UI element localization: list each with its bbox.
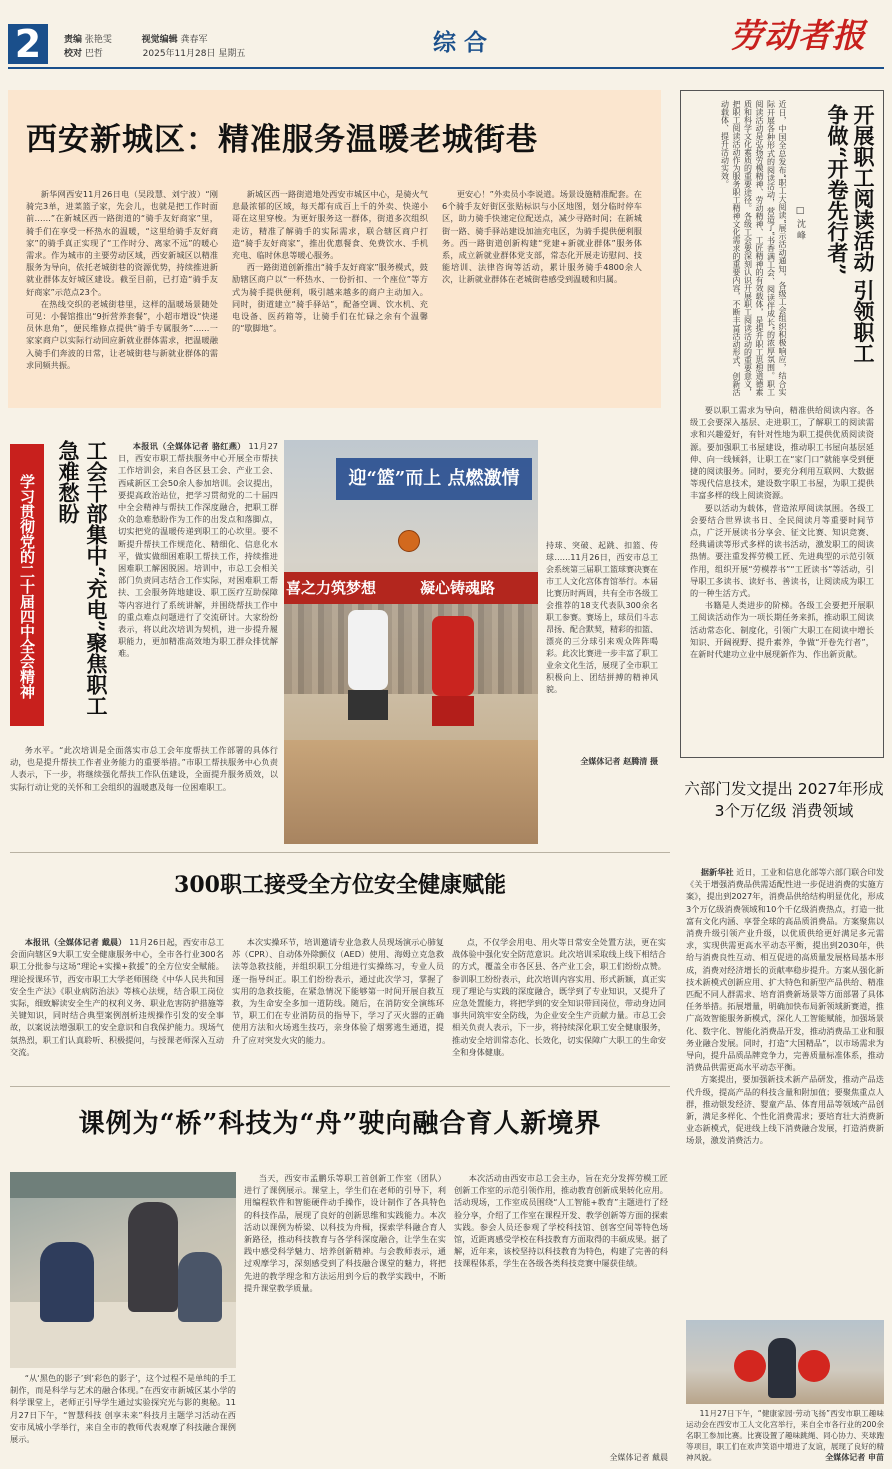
basketball-icon — [398, 530, 420, 552]
article2-col-1: 本报讯（全媒体记者 戴晨） 11月26日起，西安市总工会面向辖区9大职工安全健康服务中心，全市各行业300名职工分批参与这场“理论+实操+救援”的全方位安全赋能。理论授课环节，西安市职工大学老师围绕《中华人民共和国安全生产法》《职业病防治法》等核心法规，结合职工岗位实际，细致解读安全生产的权利义务、职业危害防护措施等关键知识，同时结合典型案例剖析违规操作引发的安全事故，以案说法增强职工的安全意识和自我保护能力。现场气氛热烈，职工们认真聆听、积极提问，与授课老师深入互动交流。 — [10, 937, 225, 1057]
right-column-intro: 近日，中国全总发布“职工大阅读”展示活动通知，各级工会组织积极响应，结合实际开展各种形式的阅读活动，营造了“书香满工会、阅读伴成长”的浓厚氛围。职工阅读活动是弘扬劳模精神、劳动精神、工匠精神的有效载体，是提升职工思想道德素质和科学文化素质的重要途径。各级工会要深刻认识开展职工阅读活动的重要意义，把职工阅读活动作为服务职工精神文化需求的重要内容，不断丰富活动形式、创新活动载体、提升活动实效。 — [720, 100, 787, 396]
player-white-jersey — [348, 610, 388, 690]
article3-col-1: 当天，西安市孟鹏乐等职工首创新工作室（团队）进行了课例展示。课堂上，学生们在老师的引导下，利用编程软件和智能硬件动手操作，设计制作了各具特色的科技作品，展现了良好的创新思维和实践能力。本次活动以课例为桥梁、以科技为舟楫，探索学科融合育人新路径，推动科技教育与各学科深度融合，让学生在实践中感受科学魅力、培养创新精神。与会教师表示，通过观摩学习，深刻感受到了科技融合课堂的魅力，将把先进的教学理念和方法运用到今后的教学实践中，不断提升课堂教学质量。 — [244, 1173, 446, 1293]
masthead — [0, 0, 892, 70]
sports-caption: 11月27日下午，“健康家园·劳动飞扬”西安市职工趣味运动会在西安市工人文化宫举行，来自全市各行业的200余名职工参加比赛。比赛设置了趣味跳绳、同心协力、夹球跑等项目，职工们在欢声笑语中增进了友谊，展现了良好的精神风貌。 — [686, 1409, 884, 1462]
lead-headline: 西安新城区：精准服务温暖老城街巷 — [26, 122, 538, 158]
page-number: 2 — [14, 22, 42, 66]
photo-crowd — [284, 604, 538, 694]
basketball-caption: 持球、突破、起跳、扣篮、传球……11月26日，西安市总工会系统第三届职工篮球赛决赛在市工人文化宫体育馆举行。本届比赛历时两周，共有全市各级工会推荐的18支代表队300余名职工参赛。赛场上，球员们斗志昂扬、配合默契，精彩的扣篮、漂亮的三分球引来观众阵阵喝彩。此次比赛进一步丰富了职工业余文化生活，展现了全市职工积极向上、团结拼搏的精神风貌。 — [546, 541, 658, 694]
photo-banner-left: 喜之力筑梦想 — [286, 579, 377, 597]
article2-col-3: 点，不仅学会用电、用火等日常安全处置方法，更在实战体验中强化安全防范意识。此次培训采取线上线下相结合的方式，覆盖全市各区县、各产业工会，职工们纷纷点赞。参训职工纷纷表示，此次培训内容实用、形式新颖，真正实现了理论与实践的深度融合，既学到了专业知识，又提升了应急处置能力，将把学到的安全知识带回岗位，带动身边同事共同筑牢安全防线，为企业安全生产贡献力量。市总工会相关负责人表示，下一步，将持续深化职工安全健康服务，推动安全培训常态化、长效化，切实保障广大职工的生命安全和身体健康。 — [452, 937, 666, 1057]
article2-col-2: 本次实操环节，培训邀请专业急救人员现场演示心肺复苏（CPR）、自动体外除颤仪（AED）使用、海姆立克急救法等急救技能，并组织职工分组进行实操练习，专业人员逐一指导纠正。职工们纷纷表示，通过此次学习，掌握了实用的急救技能，在紧急情况下能够第一时间开展自救互救，为生命安全多加一道防线。随后，在消防安全演练环节，职工们在专业消防员的指导下，学习了灭火器的正确使用方法和火场逃生技巧，亲身体验了烟雾逃生通道，提升了应对突发火灾的能力。 — [232, 937, 444, 1045]
photo-banner-right: 凝心铸魂路 — [420, 579, 496, 597]
sports-credit: 全媒体记者 申苗 — [825, 1453, 884, 1462]
classroom-caption: “从‘黑色的影子’到‘彩色的影子’，这个过程不是单纯的手工制作，而是科学与艺术的融合体现。”在西安市新城区某小学的科学课堂上，老师正引导学生通过实验探究光与影的奥秘。11月27日下午，“智慧科技 创享未来”科技月主题学习活动在西安市凤城小学举行，来自全市的教师代表观摩了科技融合课例展示。 — [10, 1373, 236, 1445]
red-balloon-left — [734, 1350, 766, 1382]
player-white-shorts — [348, 690, 388, 720]
photo-title: 迎“篮”而上 点燃激情 — [348, 468, 520, 489]
divider-article2 — [10, 852, 670, 853]
divider-article3 — [10, 1086, 670, 1087]
story1-body: 本报讯（全媒体记者 骆红燕） 11月27日，西安市职工帮扶服务中心开展全市帮扶工作培训会，来自各区县工会、产业工会、西咸新区工会50余人参加培训。会议提出，要提高政治站位，把学习贯彻党的二十届四中全会精神与帮扶工作深度融合，把职工群众的急难愁盼作为工作的出发点和落脚点，切实把党的温暖传递到职工的心坎里。要不断提升帮扶工作规范化、精细化、信息化水平，做实做细困难职工帮扶工作，持续推进困难职工解困脱困。培训中，市总工会相关部门负责同志结合工作实际，对困难职工帮扶、工会服务阵地建设、职工医疗互助保障等内容进行了系统讲解，并围绕帮扶工作中的重点难点问题进行了交流研讨。大家纷纷表示，将以此次培训为契机，进一步提升履职能力，更加精准高效地为职工群众排忧解难。 — [118, 441, 278, 659]
right-article2-headline: 六部门发文提出 2027年形成3个万亿级 消费领域 — [684, 780, 884, 820]
editor-line: 责编 张艳雯 视觉编辑 龚春军 — [64, 35, 208, 45]
article3-col-2: 本次活动由西安市总工会主办，旨在充分发挥劳模工匠创新工作室的示范引领作用，推动教育创新成果转化应用。活动现场，工作室成员围绕“人工智能+教育”主题进行了经验分享，介绍了工作室在课程开发、教学创新等方面的探索实践。参会人员还参观了学校科技馆、创客空间等特色场馆，近距离感受学校在科技教育方面取得的丰硕成果。据了解，近年来，该校坚持以科技教育为特色，构建了完善的科技课程体系，学生在各级各类科技竞赛中屡获佳绩。 — [454, 1173, 668, 1269]
sports-photo — [686, 1320, 884, 1404]
right-article2-body: 据新华社 近日，工业和信息化部等六部门联合印发《关于增强消费品供需适配性进一步促进消费的实施方案》，提出到2027年，消费品供给结构明显优化，形成3个万亿级消费领域和10个千亿级消费热点，打造一批富有文化内涵、享誉全球的高品质消费品。方案聚焦以消费升级引领产业升级，以优质供给更好满足多元需求，实现供需更高水平动态平衡，提出到2030年，供给与消费良性互动、相互促进的高质量发展格局基本形成，消费对经济增长的贡献率稳步提升。方案从强化新技术新模式创新应用、扩大特色和新型产品供给、精准匹配不同人群需求、培育消费新场景等方面部署了具体任务举措。拓展增量，明确加快布局新领域新赛道，推广高效智能服务新模式，深化人工智能赋能，加强场景化、数字化、智能化消费品开发，推动消费品工业和服务业融合发展。同时，打造“大国精品”，以市场需求为导向，提升品质品牌竞争力，完善质量标准体系，推动消费品供需更高水平动态平衡。 方案提出，要加强新技术新产品研发，推动产品迭代升级，提高产品的科技含量和附加值；要聚焦重点人群，推动银发经济、婴童产品、体育用品等领域产品创新，满足多样化、个性化消费需求；要培育壮大消费新业态新模式，促进线上线下消费融合发展，打造消费新场景，激发消费活力。 — [686, 867, 884, 1146]
section-title: 综 合 — [432, 29, 487, 56]
newspaper-logo: 劳动者报 — [730, 16, 866, 55]
student-figure — [40, 1242, 94, 1322]
masthead-rule — [8, 67, 884, 69]
basketball-credit: 全媒体记者 赵腾清 摄 — [580, 757, 658, 766]
story1-body-cont: 务水平。“此次培训是全面落实市总工会年度帮扶工作部署的具体行动，也是提升帮扶工作者业务能力的重要举措。”市职工帮扶服务中心负责人表示，下一步，将继续强化帮扶工作队伍建设，全面提升服务质效，以实际行动让党的关怀和工会组织的温暖惠及每一位困难职工。 — [10, 745, 278, 792]
proof-line: 校对 巴哲 2025年11月28日 星期五 — [64, 49, 246, 59]
right-column-author: □ 沈 峰 — [795, 206, 805, 240]
teacher-figure — [128, 1202, 178, 1312]
student-figure-2 — [178, 1252, 222, 1322]
lead-col-2: 新城区西一路街道地处西安市城区中心，是骑火气息最浓郁的区域，每天都有成百上千的外卖、快递小哥在这里穿梭。为更好服务这一群体，街道多次组织走访，精准了解骑手的实际需求，联合辖区商户打造“骑手友好商家”，推出优惠餐食、免费饮水、手机充电、临时休息等暖心服务。 西一路街道创新推出“骑手友好商家”服务模式，鼓励辖区商户以“一杯热水、一份折扣、一个座位”等方式为骑手提供便利，吸引越来越多的商户主动加入。同时，街道建立“骑手驿站”，配备空调、饮水机、充电设备、医药箱等，让骑手们在忙碌之余有个温馨的“歇脚地”。 — [232, 189, 428, 334]
right-column-headline: 开展职工阅读活动 引领职工争做“开卷先行者” — [825, 104, 876, 364]
board-panel — [10, 1172, 236, 1198]
player-red-jersey — [432, 616, 474, 696]
right-column-body: 要以职工需求为导向，精准供给阅读内容。各级工会要深入基层、走进职工，了解职工的阅读需求和兴趣爱好，有针对性地为职工提供优质阅读资源。要加强职工书屋建设，推动职工书屋向基层延伸、向一线倾斜，让职工在“家门口”就能享受到便捷的阅读服务。同时，要充分利用互联网、大数据等现代信息技术，建设数字职工书屋，为职工提供丰富多样的线上阅读资源。 要以活动为载体，营造浓厚阅读氛围。各级工会要结合世界读书日、全民阅读月等重要时间节点，广泛开展读书分享会、征文比赛、知识竞赛、经典诵读等形式多样的读书活动，激发职工的阅读热情。要注重发挥劳模工匠、先进典型的示范引领作用，组织开展“劳模荐书”“工匠读书”等活动，引导职工多读书、读好书、善读书，让阅读成为职工的一种生活方式。 书籍是人类进步的阶梯。各级工会要把开展职工阅读活动作为一项长期任务来抓，推动职工阅读活动常态化、制度化，引领广大职工在阅读中增长知识、开阔视野、提升素养，争做“开卷先行者”，在新时代建功立业中展现新作为、作出新贡献。 — [690, 405, 874, 660]
lead-col-1: 新华网西安11月26日电（吴段慧、刘宁波）“刚骑完3单，进菜篮子家，先会儿，也就是把工作时面前……”在新城区西一路街道的“骑手友好商家”里，骑手们在享受一杯热水的温暖，“这里给骑手友好商家”的骑手真正实现了“工作时分、离家不远”的暖心需求。作为城市的主要劳动区域，西安新城区以精准服务为导向，依托老城街巷的资源优势，持续推进新就业群体友好城区建设。截至目前，已打造“骑手友好商家”示范点23个。 在热线交织的老城街巷里，这样的温暖场景随处可见：小餐馆推出“9折营养套餐”，小超市增设“快递员休息角”，便民维修点提供“骑手专属服务”……一家家商户以实际行动回应新就业群体需求，把温暖融入骑手们奔波的日常，让老城街巷与新就业群体的需求同频共振。 — [26, 189, 218, 370]
red-balloon-right — [798, 1350, 830, 1382]
classroom-photo — [10, 1172, 236, 1368]
athlete-figure — [768, 1338, 796, 1398]
theme-label: 学习贯彻党的二十届四中全会精神 — [18, 473, 36, 699]
lead-story-box — [8, 90, 661, 408]
article2-headline: 300职工接受全方位安全健康赋能 — [174, 872, 506, 898]
lead-col-3: 更安心！”外卖员小李说道。场景设施精准配套。在6个骑手友好街区张贴标识与小区地图，划分临时停车区，助力骑手快速定位配送点，减少寻路时间；在新城街一路、骑手驿站建设加油充电区，为骑手提供便利服务。西一路街道创新构建“党建+新就业群体”服务体系，成立新就业群体党支部，常态化开展走访慰问、技能培训、法律咨询等活动，累计服务骑手4800余人次，让新就业群体在老城街巷感受到温暖和归属。 — [442, 189, 642, 285]
player-red-shorts — [432, 696, 474, 726]
story1-headline: 工会干部集中“充电”聚焦职工急难愁盼 — [56, 440, 109, 717]
court-floor — [284, 740, 538, 844]
article3-credit: 全媒体记者 戴晨 — [609, 1453, 668, 1462]
basketball-photo — [284, 440, 538, 844]
article3-headline: 课例为“桥”科技为“舟”驶向融合育人新境界 — [78, 1109, 602, 1139]
